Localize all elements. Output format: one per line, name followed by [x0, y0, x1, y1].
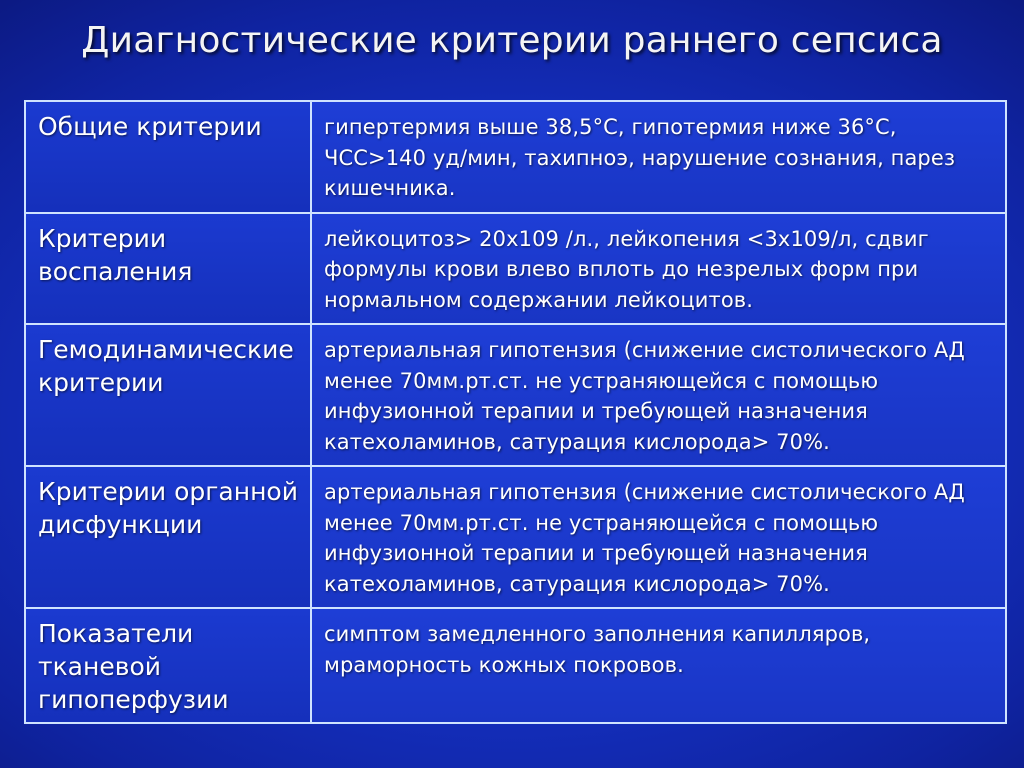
- criterion-label: Критерии органной дисфункции: [25, 466, 311, 608]
- slide-title: Диагностические критерии раннего сепсиса: [81, 20, 943, 61]
- table-row: [25, 101, 1006, 213]
- criterion-label: Гемодинамические критерии: [25, 324, 311, 466]
- criterion-label: Показатели тканевой гипоперфузии: [25, 608, 311, 723]
- table-row: [25, 466, 1006, 608]
- criterion-description: гипертермия выше 38,5°С, гипотермия ниже 36°С, ЧСС>140 уд/мин, тахипноэ, нарушение сознания, парез кишечника.: [311, 101, 1006, 213]
- criterion-description: симптом замедленного заполнения капилляров, мраморность кожных покровов.: [311, 608, 1006, 723]
- table-row: [25, 324, 1006, 466]
- table-row: [25, 213, 1006, 325]
- criterion-label: Общие критерии: [25, 101, 311, 213]
- criterion-description: артериальная гипотензия (снижение систолического АД менее 70мм.рт.ст. не устраняющейся с помощью инфузионной терапии и требующей назначения катехоламинов, сатурация кислорода> 70%.: [311, 324, 1006, 466]
- criteria-table: [24, 100, 1007, 724]
- criterion-label: Критерии воспаления: [25, 213, 311, 325]
- criterion-description: лейкоцитоз> 20х109 /л., лейкопения <3х109/л, сдвиг формулы крови влево вплоть до незрелых форм при нормальном содержании лейкоцитов.: [311, 213, 1006, 325]
- table-row: [25, 608, 1006, 723]
- criterion-description: артериальная гипотензия (снижение систолического АД менее 70мм.рт.ст. не устраняющейся с помощью инфузионной терапии и требующей назначения катехоламинов, сатурация кислорода> 70%.: [311, 466, 1006, 608]
